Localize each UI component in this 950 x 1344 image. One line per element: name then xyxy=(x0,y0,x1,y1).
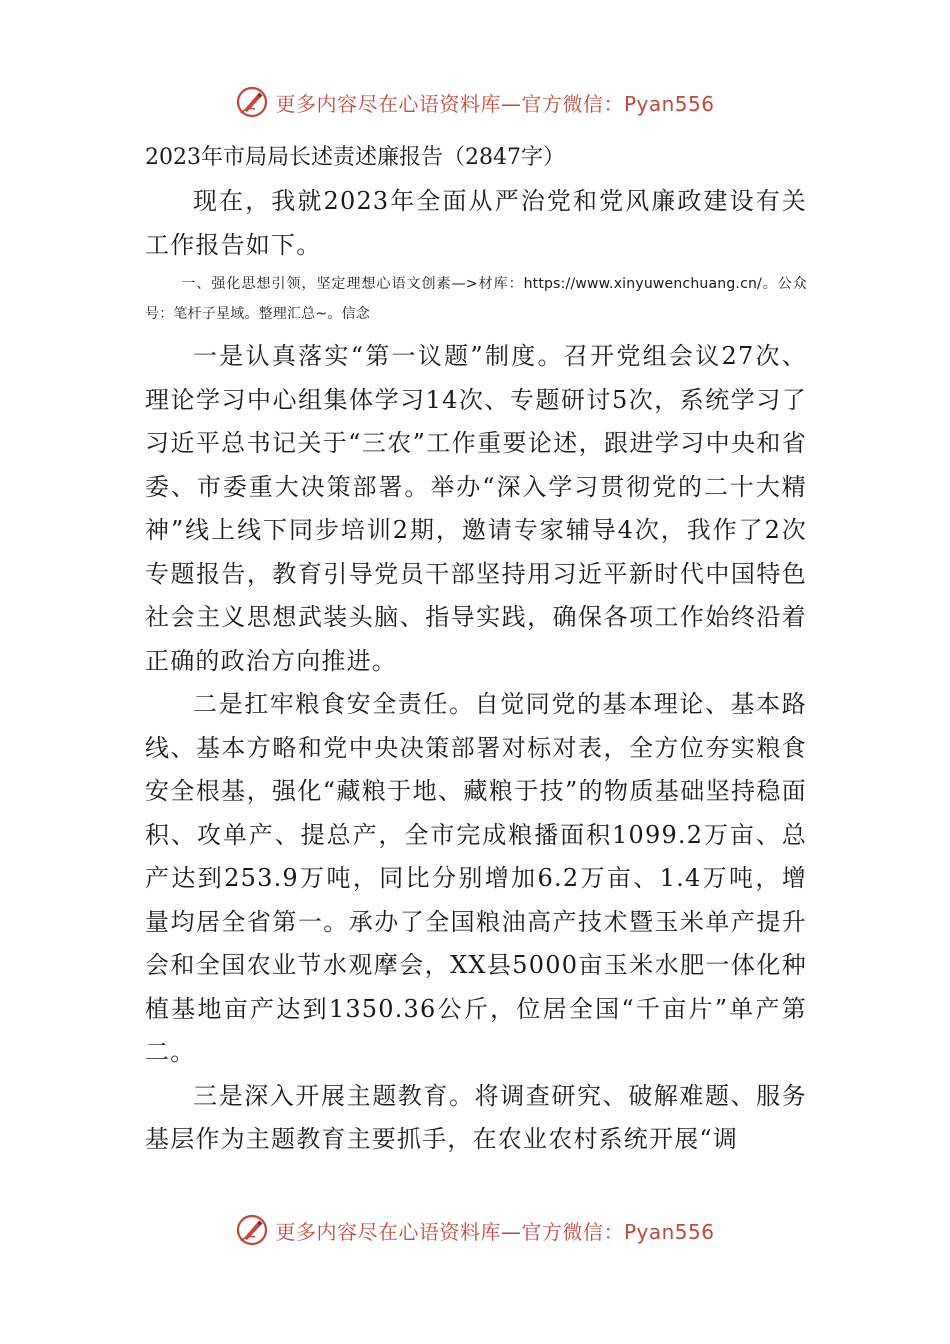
paragraph: 一是认真落实“第一议题”制度。召开党组会议27次、理论学习中心组集体学习14次、专题研讨5次，系统学习了习近平总书记关于“三农”工作重要论述，跟进学习中央和省委、市委重大决策部署。举办“深入学习贯彻党的二十大精神”线上线下同步培训2期，邀请专家辅导4次，我作了2次专题报告，教育引导党员干部坚持用习近平新时代中国特色社会主义思想武装头脑、指导实践，确保各项工作始终沿着正确的政治方向推进。 xyxy=(145,342,807,675)
paragraph: 三是深入开展主题教育。将调查研究、破解难题、服务基层作为主题教育主要抓手，在农业农村系统开展“调 xyxy=(145,1081,807,1153)
document-body xyxy=(145,140,807,1162)
footer-banner xyxy=(0,1210,950,1250)
pen-circle-logo-icon xyxy=(235,85,269,119)
document-title: 2023年市局局长述责述廉报告（2847字） xyxy=(145,145,565,170)
pen-circle-logo-icon xyxy=(235,1213,269,1247)
banner-text: 更多内容尽在心语资料库—官方微信：Pyan556 xyxy=(275,91,715,116)
section-heading: 一、强化思想引领，坚定理想心语文创素—>材库：https://www.xinyuwenchuang.cn/。公众号：笔杆子星域。整理汇总~。信念 xyxy=(145,276,807,322)
intro-paragraph: 现在，我就2023年全面从严治党和党风廉政建设有关工作报告如下。 xyxy=(145,187,807,259)
banner-text: 更多内容尽在心语资料库—官方微信：Pyan556 xyxy=(275,1219,715,1244)
paragraph: 二是扛牢粮食安全责任。自觉同党的基本理论、基本路线、基本方略和党中央决策部署对标对表，全方位夯实粮食安全根基，强化“藏粮于地、藏粮于技”的物质基础坚持稳面积、攻单产、提总产，全市完成粮播面积1099.2万亩、总产达到253.9万吨，同比分别增加6.2万亩、1.4万吨，增量均居全省第一。承办了全国粮油高产技术暨玉米单产提升会和全国农业节水观摩会，XX县5000亩玉米水肥一体化种植基地亩产达到1350.36公斤，位居全国“千亩片”单产第二。 xyxy=(145,690,807,1066)
header-banner xyxy=(0,82,950,122)
